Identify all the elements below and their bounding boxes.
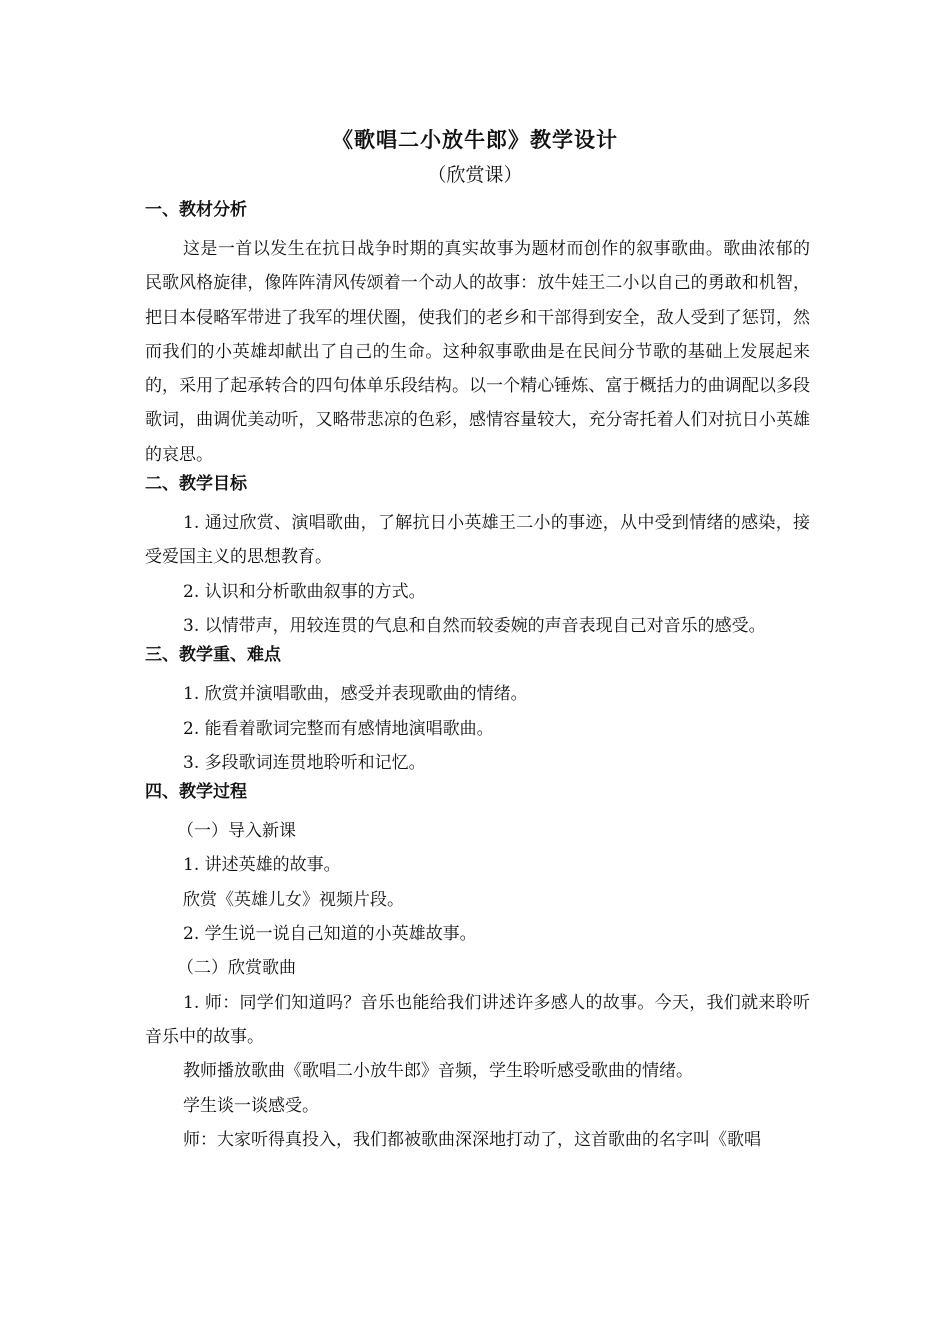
paragraph: 1. 师：同学们知道吗？音乐也能给我们讲述许多感人的故事。今天，我们就来聆听音乐中的故事。 <box>145 992 810 1047</box>
paragraph: 教师播放歌曲《歌唱二小放牛郎》音频，学生聆听感受歌曲的情绪。 <box>183 1061 693 1082</box>
paragraph: 学生谈一谈感受。 <box>183 1095 319 1116</box>
section-heading: 三、教学重、难点 <box>145 645 281 666</box>
paragraph: 1. 讲述英雄的故事。 <box>183 855 341 876</box>
paragraph: 1. 欣赏并演唱歌曲，感受并表现歌曲的情绪。 <box>183 684 528 705</box>
document-subtitle: （欣赏课） <box>427 164 523 186</box>
subsection-heading: （一）导入新课 <box>177 821 296 842</box>
paragraph: 2. 学生说一说自己知道的小英雄故事。 <box>183 924 477 945</box>
paragraph: 3. 以情带声，用较连贯的气息和自然而较委婉的声音表现自己对音乐的感受。 <box>183 615 766 636</box>
section-heading: 一、教材分析 <box>145 200 247 220</box>
paragraph: 这是一首以发生在抗日战争时期的真实故事为题材而创作的叙事歌曲。歌曲浓郁的民歌风格旋律，像阵阵清风传颂着一个动人的故事：放牛娃王二小以自己的勇敢和机智，把日本侵略军带进了我军的埋伏圈，使我们的老乡和干部得到安全，敌人受到了惩罚，然而我们的小英雄却献出了自己的生命。这种叙事歌曲是在民间分节歌的基础上发展起来的，采用了起承转合的四句体单乐段结构。以一个精心锤炼、富于概括力的曲调配以多段歌词，曲调优美动听，又略带悲凉的色彩，感情容量较大，充分寄托着人们对抗日小英雄的哀思。 <box>145 239 810 465</box>
paragraph: 2. 能看着歌词完整而有感情地演唱歌曲。 <box>183 718 494 739</box>
paragraph: 3. 多段歌词连贯地聆听和记忆。 <box>183 752 426 773</box>
paragraph: 2. 认识和分析歌曲叙事的方式。 <box>183 581 426 602</box>
subsection-heading: （二）欣赏歌曲 <box>177 958 296 979</box>
paragraph: 1. 通过欣赏、演唱歌曲，了解抗日小英雄王二小的事迹，从中受到情绪的感染，接受爱国主义的思想教育。 <box>145 513 810 568</box>
paragraph: 师：大家听得真投入，我们都被歌曲深深地打动了，这首歌曲的名字叫《歌唱 <box>183 1129 761 1150</box>
section-heading: 二、教学目标 <box>145 474 247 495</box>
document-body <box>145 198 810 1157</box>
section-heading: 四、教学过程 <box>145 782 247 803</box>
document-title: 《歌唱二小放牛郎》教学设计 <box>332 127 618 152</box>
paragraph: 欣赏《英雄儿女》视频片段。 <box>183 889 404 910</box>
